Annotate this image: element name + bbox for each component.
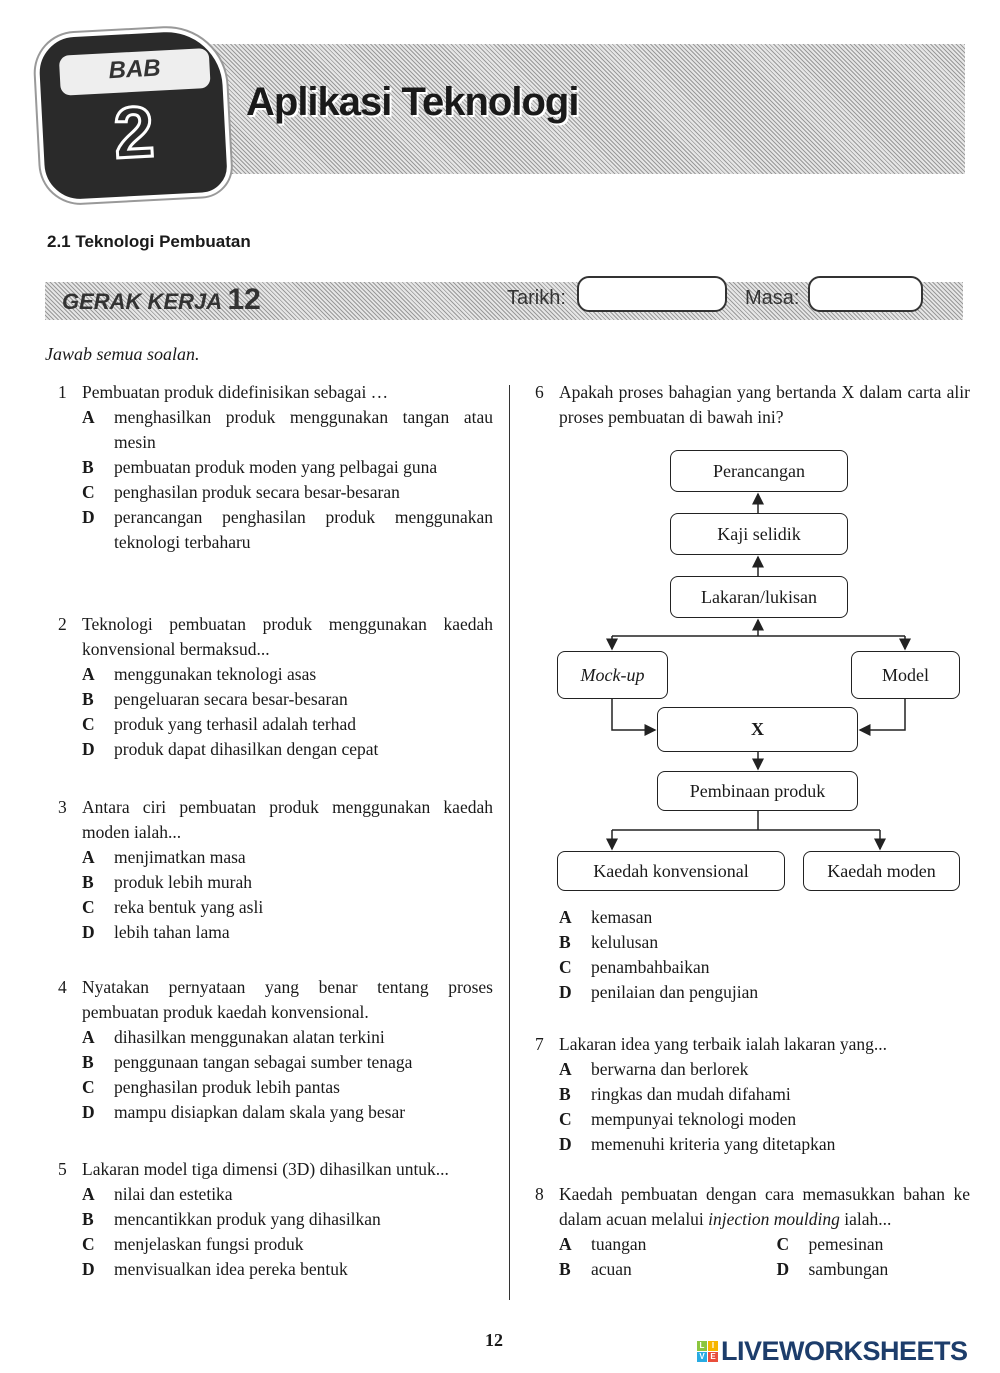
option-text: lebih tahan lama xyxy=(114,922,230,942)
time-label: Masa: xyxy=(745,287,800,309)
question-number: 4 xyxy=(58,977,67,997)
option-text: mencantikkan produk yang dihasilkan xyxy=(114,1209,381,1229)
flow-pembinaan: Pembinaan produk xyxy=(657,771,858,811)
question-number: 1 xyxy=(58,382,67,402)
option-text: produk dapat dihasilkan dengan cepat xyxy=(114,739,379,759)
chapter-number: 2 xyxy=(111,91,157,174)
activity-number: 12 xyxy=(227,283,261,316)
question-stem: Antara ciri pembuatan produk menggunakan kaedah moden ialah... xyxy=(82,797,493,842)
option-text: pemesinan xyxy=(808,1234,884,1254)
option-letter: B xyxy=(82,872,94,892)
option-letter: D xyxy=(82,507,95,527)
option-text: memenuhi kriteria yang ditetapkan xyxy=(591,1134,836,1154)
option-letter: A xyxy=(82,664,95,684)
option-text: menghasilkan produk menggunakan tangan atau mesin xyxy=(114,407,493,452)
section-title: 2.1 Teknologi Pembuatan xyxy=(47,232,251,251)
question-number: 7 xyxy=(535,1034,544,1054)
flow-konvensional: Kaedah konvensional xyxy=(557,851,785,891)
option-letter: B xyxy=(82,1209,94,1229)
option-letter: C xyxy=(82,714,95,734)
logo-icon-e: E xyxy=(708,1352,718,1362)
logo-icon xyxy=(697,1341,718,1362)
option-text: produk yang terhasil adalah terhad xyxy=(114,714,356,734)
option-letter: C xyxy=(559,957,572,977)
option-letter: A xyxy=(559,1234,572,1254)
option-text: berwarna dan berlorek xyxy=(591,1059,749,1079)
option-text: penghasilan produk secara besar-besaran xyxy=(114,482,400,502)
option-text: penghasilan produk lebih pantas xyxy=(114,1077,340,1097)
date-label: Tarikh: xyxy=(507,287,566,309)
logo-text: LIVEWORKSHEETS xyxy=(721,1336,968,1366)
option-letter: D xyxy=(559,1134,572,1154)
option-text: menvisualkan idea pereka bentuk xyxy=(114,1259,348,1279)
option-letter: C xyxy=(559,1109,572,1129)
option-letter: B xyxy=(82,1052,94,1072)
question-number: 5 xyxy=(58,1159,67,1179)
option-text: produk lebih murah xyxy=(114,872,253,892)
chapter-title: Aplikasi Teknologi xyxy=(246,80,579,124)
option-letter: C xyxy=(82,1077,95,1097)
question-stem: Kaedah pembuatan dengan cara memasukkan bahan ke dalam acuan melalui xyxy=(559,1184,970,1229)
bab-label: BAB xyxy=(59,48,211,96)
option-text: kemasan xyxy=(591,907,653,927)
option-text: sambungan xyxy=(808,1259,889,1279)
option-letter: D xyxy=(82,1102,95,1122)
option-text: tuangan xyxy=(591,1234,647,1254)
option-text: penggunaan tangan sebagai sumber tenaga xyxy=(114,1052,413,1072)
option-text: mempunyai teknologi moden xyxy=(591,1109,797,1129)
flow-mockup: Mock-up xyxy=(557,651,668,699)
flow-perancangan: Perancangan xyxy=(670,450,848,492)
question-stem: Pembuatan produk didefinisikan sebagai … xyxy=(82,382,389,402)
option-text: menggunakan teknologi asas xyxy=(114,664,317,684)
question-stem: Apakah proses bahagian yang bertanda X dalam carta alir proses pembuatan di bawah ini? xyxy=(559,382,970,427)
option-letter: D xyxy=(82,739,95,759)
option-letter: C xyxy=(82,1234,95,1254)
logo-icon-v: V xyxy=(697,1352,707,1362)
flow-kaji-selidik: Kaji selidik xyxy=(670,513,848,555)
option-letter: B xyxy=(559,932,571,952)
flow-lakaran: Lakaran/lukisan xyxy=(670,576,848,618)
option-text: acuan xyxy=(591,1259,632,1279)
instruction: Jawab semua soalan. xyxy=(45,344,200,364)
option-text: pengeluaran secara besar-besaran xyxy=(114,689,348,709)
option-text: kelulusan xyxy=(591,932,659,952)
option-letter: A xyxy=(559,1059,572,1079)
option-text: ringkas dan mudah difahami xyxy=(591,1084,791,1104)
page-number: 12 xyxy=(485,1330,503,1350)
option-letter: A xyxy=(559,907,572,927)
option-text: reka bentuk yang asli xyxy=(114,897,264,917)
option-letter: A xyxy=(82,1027,95,1047)
question-number: 8 xyxy=(535,1184,544,1204)
option-letter: B xyxy=(82,457,94,477)
activity-label-text: GERAK KERJA xyxy=(62,289,222,314)
question-stem-end: ialah... xyxy=(839,1209,892,1229)
question-stem: Lakaran idea yang terbaik ialah lakaran yang... xyxy=(559,1034,887,1054)
question-number: 6 xyxy=(535,382,544,402)
option-letter: A xyxy=(82,407,95,427)
logo-icon-l: L xyxy=(697,1341,707,1351)
option-text: menjelaskan fungsi produk xyxy=(114,1234,304,1254)
option-text: dihasilkan menggunakan alatan terkini xyxy=(114,1027,385,1047)
option-letter: B xyxy=(82,689,94,709)
option-letter: D xyxy=(559,982,572,1002)
flow-x: X xyxy=(657,707,858,752)
option-letter: D xyxy=(776,1259,790,1279)
option-letter: C xyxy=(82,897,95,917)
option-letter: A xyxy=(82,1184,95,1204)
option-letter: D xyxy=(82,1259,95,1279)
option-letter: C xyxy=(82,482,95,502)
liveworksheets-logo xyxy=(697,1336,968,1367)
flow-model: Model xyxy=(851,651,960,699)
option-text: perancangan penghasilan produk menggunakan teknologi terbaharu xyxy=(114,507,493,552)
option-text: mampu disiapkan dalam skala yang besar xyxy=(114,1102,406,1122)
question-stem-italic: injection moulding xyxy=(708,1209,840,1229)
option-letter: B xyxy=(559,1259,571,1279)
option-text: penambahbaikan xyxy=(591,957,710,977)
option-letter: B xyxy=(559,1084,571,1104)
logo-icon-i: I xyxy=(708,1341,718,1351)
question-number: 3 xyxy=(58,797,67,817)
option-letter: C xyxy=(776,1234,790,1254)
option-text: nilai dan estetika xyxy=(114,1184,233,1204)
question-stem: Teknologi pembuatan produk menggunakan kaedah konvensional bermaksud... xyxy=(82,614,493,659)
option-letter: D xyxy=(82,922,95,942)
option-text: penilaian dan pengujian xyxy=(591,982,759,1002)
flow-moden: Kaedah moden xyxy=(803,851,960,891)
option-letter: A xyxy=(82,847,95,867)
question-number: 2 xyxy=(58,614,67,634)
option-text: pembuatan produk moden yang pelbagai guna xyxy=(114,457,438,477)
question-stem: Lakaran model tiga dimensi (3D) dihasilkan untuk... xyxy=(82,1159,449,1179)
question-stem: Nyatakan pernyataan yang benar tentang proses pembuatan produk kaedah konvensional. xyxy=(82,977,493,1022)
option-text: menjimatkan masa xyxy=(114,847,246,867)
